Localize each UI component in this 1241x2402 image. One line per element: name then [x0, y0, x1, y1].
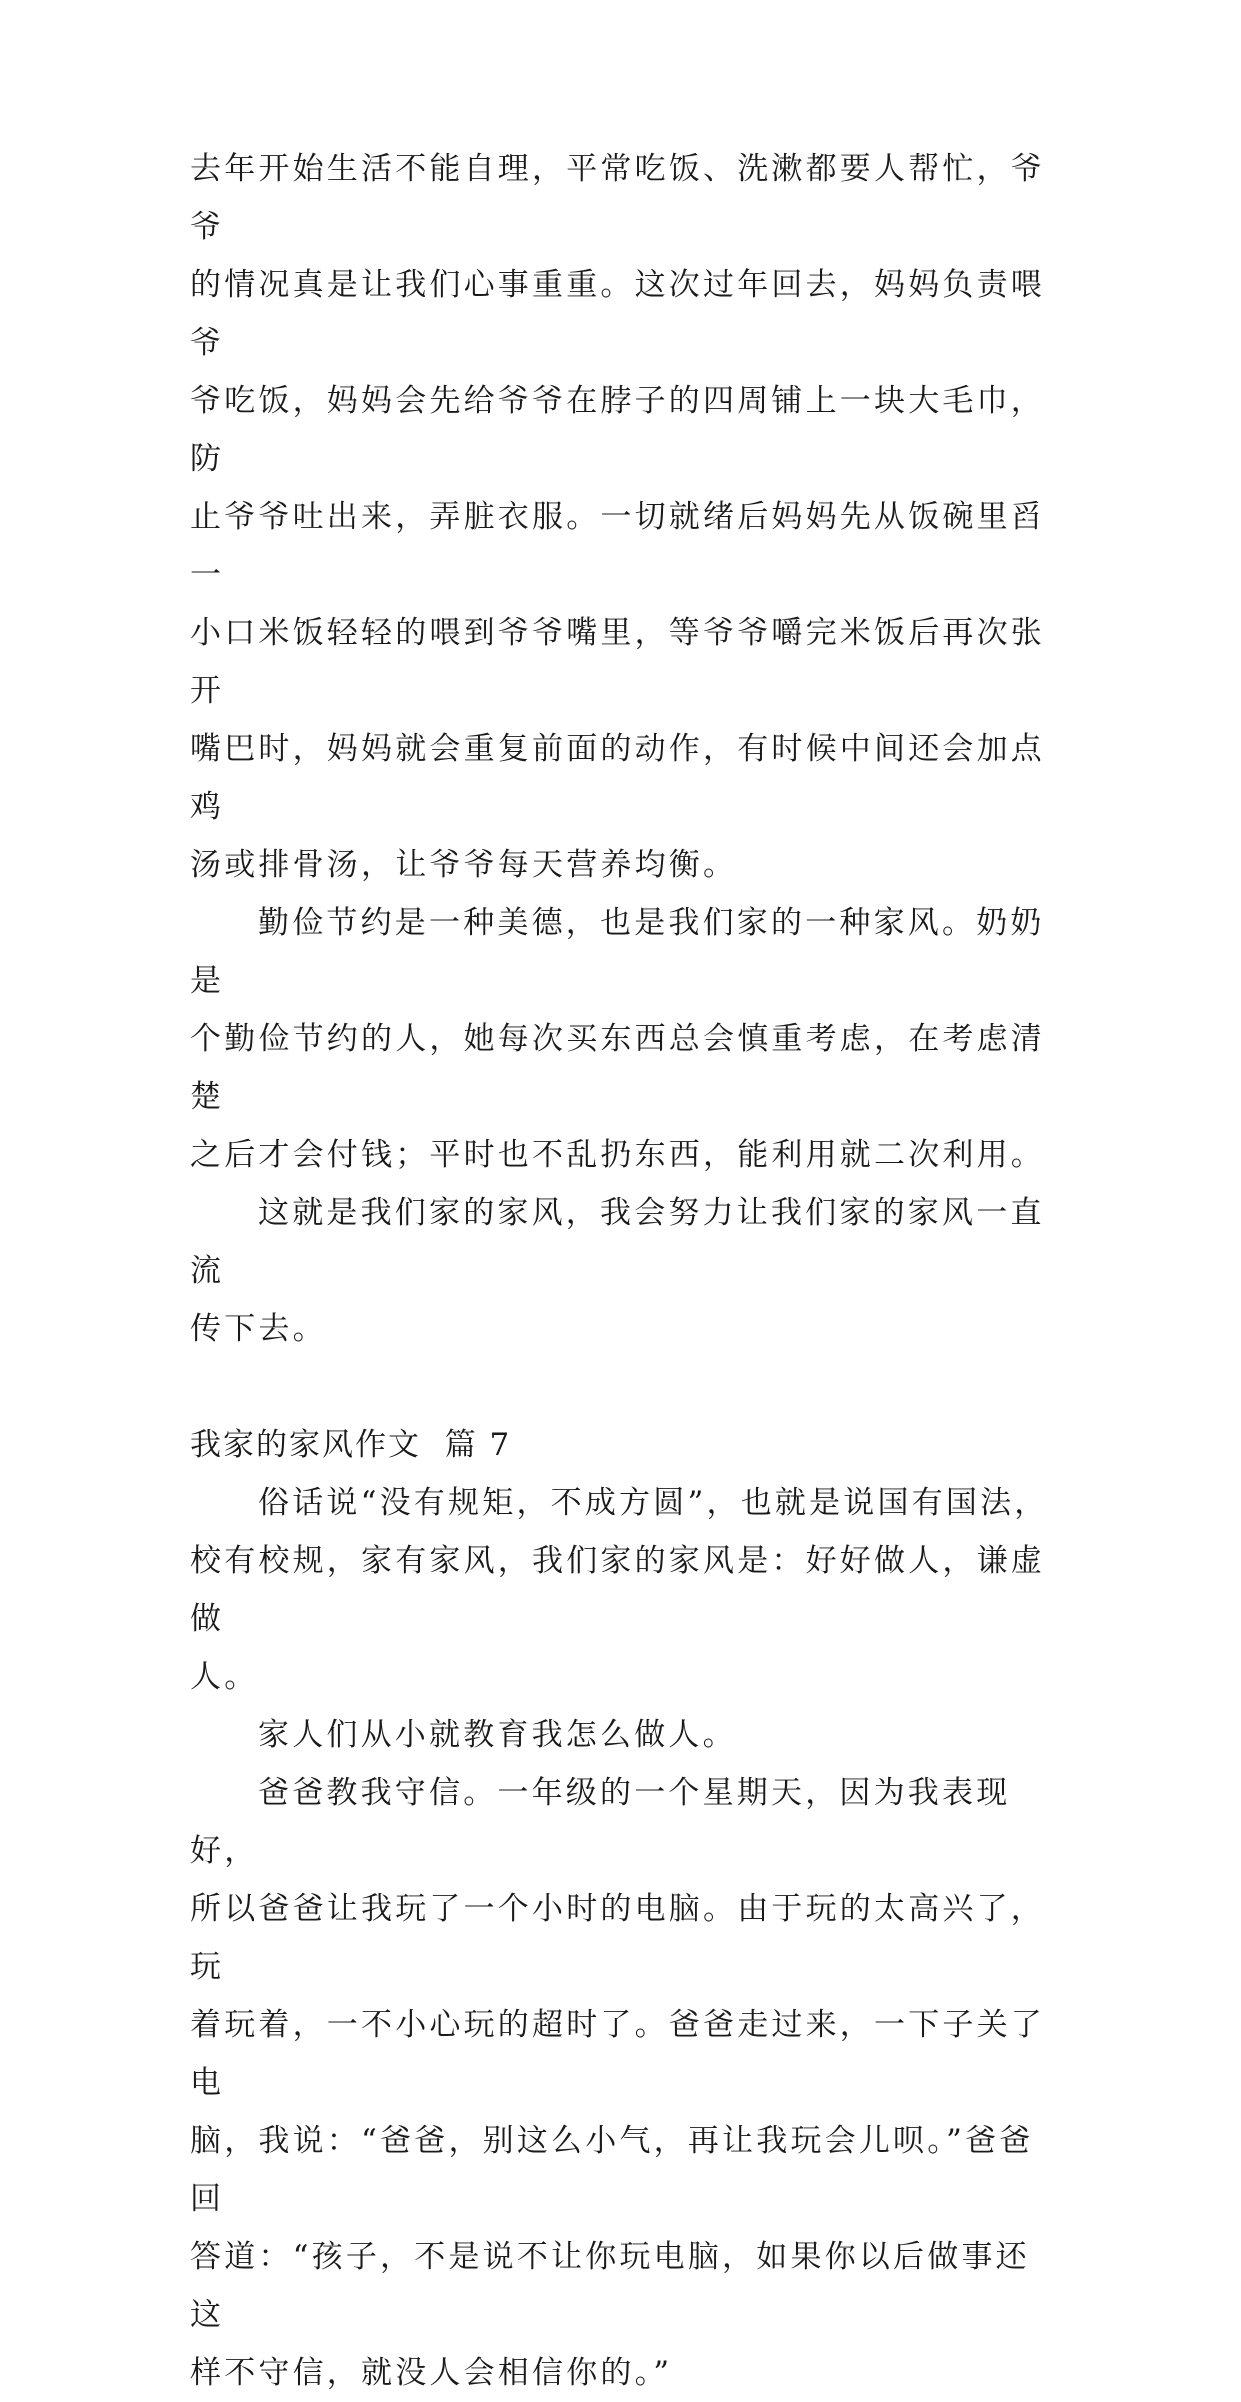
text-line: 传下去。 [190, 1311, 327, 1347]
text-line: 勤俭节约是一种美德，也是我们家的一种家风。奶奶是 [190, 905, 1045, 999]
text-line: 嘴巴时，妈妈就会重复前面的动作，有时候中间还会加点鸡 [190, 731, 1045, 825]
text-line: 校有校规，家有家风，我们家的家风是：好好做人，谦虚做 [190, 1543, 1045, 1637]
family-paragraph [190, 1706, 1052, 1764]
text-line: 小口米饭轻轻的喂到爷爷嘴里，等爷爷嚼完米饭后再次张开 [190, 615, 1045, 709]
text-line: 汤或排骨汤，让爷爷每天营养均衡。 [190, 847, 738, 883]
text-line: 所以爸爸让我玩了一个小时的电脑。由于玩的太高兴了，玩 [190, 1891, 1045, 1985]
thrift-paragraph [190, 894, 1052, 1184]
text-line: 脑，我说：“爸爸，别这么小气，再让我玩会儿呗。”爸爸回 [190, 2123, 1034, 2217]
text-line: 之后才会付钱；平时也不乱扔东西，能利用就二次利用。 [190, 1137, 1045, 1173]
text-line: 样不守信，就没人会相信你的。” [190, 2355, 673, 2391]
text-line: 爸爸教我守信。一年级的一个星期天，因为我表现好， [190, 1775, 1011, 1869]
text-line: 去年开始生活不能自理，平常吃饭、洗漱都要人帮忙，爷爷 [190, 151, 1045, 245]
text-line: 个勤俭节约的人，她每次买东西总会慎重考虑，在考虑清楚 [190, 1021, 1045, 1115]
page-text [190, 140, 1052, 2402]
father-paragraph [190, 1764, 1052, 2402]
text-line: 答道：“孩子，不是说不让你玩电脑，如果你以后做事还这 [190, 2239, 1030, 2333]
text-line: 人。 [190, 1659, 259, 1695]
text-line: 俗话说“没有规矩，不成方圆”，也就是说国有国法， [258, 1485, 1049, 1521]
section-gap [190, 1358, 1052, 1416]
text-line: 止爷爷吐出来，弄脏衣服。一切就绪后妈妈先从饭碗里舀一 [190, 499, 1045, 593]
text-line: 爷吃饭，妈妈会先给爷爷在脖子的四周铺上一块大毛巾，防 [190, 383, 1045, 477]
text-line: 的情况真是让我们心事重重。这次过年回去，妈妈负责喂爷 [190, 267, 1045, 361]
text-line: 家人们从小就教育我怎么做人。 [258, 1717, 737, 1753]
text-line: 着玩着，一不小心玩的超时了。爸爸走过来，一下子关了电 [190, 2007, 1045, 2101]
intro-paragraph [190, 1474, 1052, 1706]
conclusion-paragraph [190, 1184, 1052, 1358]
section-heading: 我家的家风作文 篇 7 [190, 1427, 512, 1463]
text-line: 这就是我们家的家风，我会努力让我们家的家风一直流 [190, 1195, 1045, 1289]
continued-paragraph [190, 140, 1052, 894]
